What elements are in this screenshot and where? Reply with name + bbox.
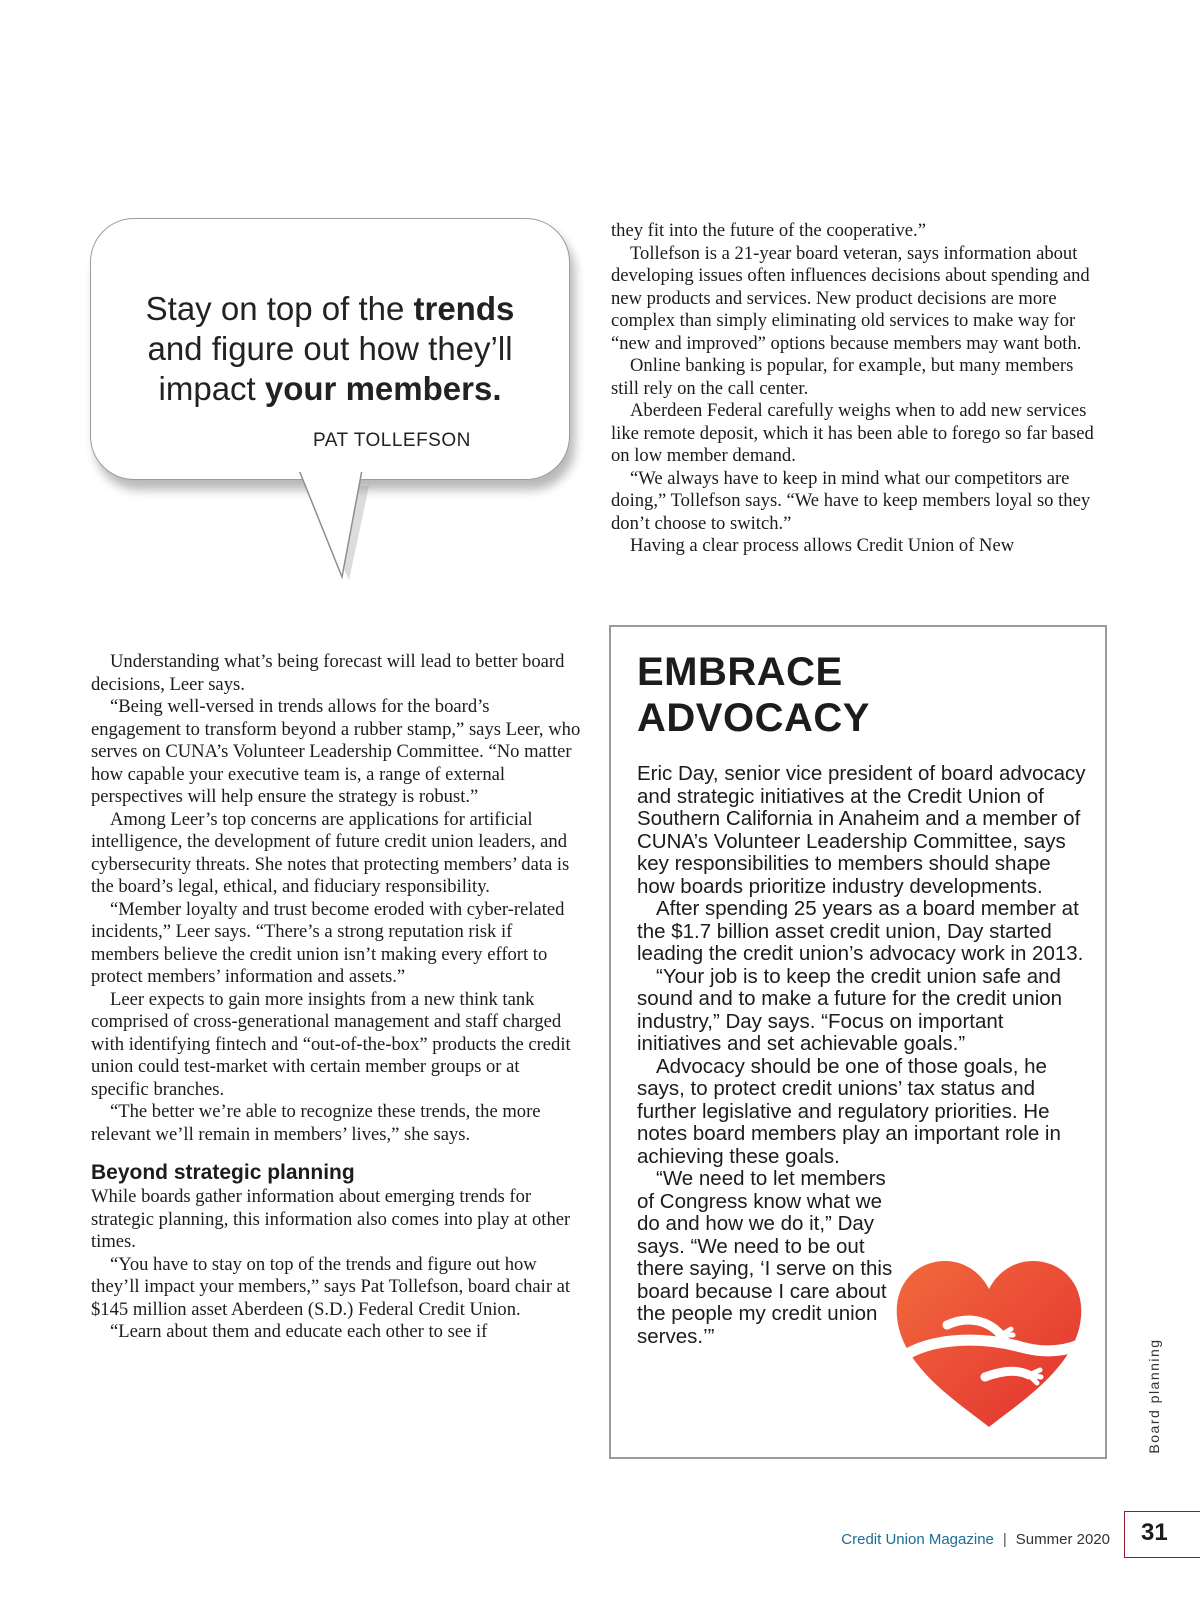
- body-paragraph: Leer expects to gain more insights from a new think tank comprised of cross-generational management and staff charged with identifying fintech and “out-of-the-box” products the credit union could test-market with certain member groups or at specific branches.: [91, 988, 571, 1100]
- heart-hug-icon: [889, 1255, 1089, 1431]
- sidebar-paragraph: “Your job is to keep the credit union safe and sound and to make a future for the credit union industry,” Day says. “Focus on important initiatives and set achievable goals.”: [637, 964, 1063, 1055]
- pull-quote-text: [111, 289, 549, 409]
- magazine-name: Credit Union Magazine: [841, 1531, 994, 1548]
- body-paragraph: “We always have to keep in mind what our competitors are doing,” Tollefson says. “We have to keep members loyal so they don’t choose to switch.”: [611, 467, 1091, 534]
- pull-quote-bubble: [90, 218, 570, 480]
- speech-bubble-tail-icon: [285, 470, 405, 595]
- left-column: [91, 651, 582, 1344]
- footer-separator: |: [1002, 1531, 1007, 1548]
- body-paragraph: “The better we’re able to recognize these trends, the more relevant we’ll remain in members’ lives,” she says.: [91, 1101, 541, 1145]
- right-column-top: [611, 220, 1103, 558]
- body-paragraph: Understanding what’s being forecast will lead to better board decisions, Leer says.: [91, 651, 565, 695]
- pull-quote-line3: impact your members.: [158, 370, 502, 407]
- sidebar-title-line1: EMBRACE: [637, 650, 843, 694]
- sidebar-paragraph: “We need to let members of Congress know what we do and how we do it,” Day says. “We need to be out there saying, ‘I serve on this board because I care about the people my credit union serves.’”: [637, 1167, 893, 1348]
- body-paragraph: “Learn about them and educate each other to see if: [110, 1321, 488, 1342]
- body-paragraph: “Being well-versed in trends allows for the board’s engagement to transform beyond a rubber stamp,” says Leer, who serves on CUNA’s Volunteer Leadership Committee. “No matter how capable your executive team is, a range of external perspectives will help ensure the strategy is robust.”: [91, 696, 581, 807]
- sidebar-paragraph: After spending 25 years as a board member at the $1.7 billion asset credit union, Day started leading the credit union’s advocacy work in 2013.: [637, 897, 1084, 965]
- issue-date: Summer 2020: [1015, 1531, 1110, 1548]
- pull-quote-author: PAT TOLLEFSON: [313, 430, 471, 451]
- body-paragraph: Aberdeen Federal carefully weighs when to add new services like remote deposit, which it has been able to forego so far based on low member demand.: [611, 400, 1094, 466]
- pull-quote-line2: and figure out how they’ll: [147, 330, 513, 367]
- page-number-box: [1124, 1511, 1200, 1558]
- sidebar-paragraph: Eric Day, senior vice president of board advocacy and strategic initiatives at the Credit Union of Southern California in Anaheim and a member of CUNA’s Volunteer Leadership Committee, says key responsibilities to members should shape how boards prioritize industry developments.: [637, 762, 1086, 898]
- sidebar-title-line2: ADVOCACY: [637, 696, 870, 740]
- body-paragraph: While boards gather information about emerging trends for strategic planning, this information also comes into play at other times.: [91, 1186, 571, 1252]
- page-footer: [841, 1531, 1110, 1548]
- body-paragraph: Among Leer’s top concerns are applications for artificial intelligence, the development of future credit union leaders, and cybersecurity threats. She notes that protecting members’ data is the board’s legal, ethical, and fiduciary responsibility.: [91, 808, 570, 897]
- body-paragraph: Tollefson is a 21-year board veteran, says information about developing issues often influences decisions about spending and new products and services. New product decisions are more complex than simply eliminating old services to make way for “new and improved” options because members may want both.: [611, 242, 1090, 354]
- body-paragraph: “You have to stay on top of the trends and figure out how they’ll impact your members,” says Pat Tollefson, board chair at $145 million asset Aberdeen (S.D.) Federal Credit Union.: [91, 1253, 571, 1320]
- sidebar-title: [637, 649, 870, 741]
- body-paragraph: Online banking is popular, for example, but many members still rely on the call center.: [611, 355, 1074, 399]
- page-number: 31: [1141, 1519, 1168, 1546]
- section-subhead: Beyond strategic planning: [91, 1161, 355, 1184]
- section-label: Board planning: [1146, 1338, 1162, 1454]
- pull-quote-line1: Stay on top of the trends: [145, 290, 515, 327]
- sidebar-paragraph: Advocacy should be one of those goals, he says, to protect credit unions’ tax status and further legislative and regulatory priorities. He notes board members play an important role in achieving these goals.: [637, 1054, 1061, 1168]
- sidebar-box: [609, 625, 1107, 1459]
- body-paragraph: they fit into the future of the cooperative.”: [611, 220, 926, 241]
- body-paragraph: “Member loyalty and trust become eroded with cyber-related incidents,” Leer says. “There’s a strong reputation risk if members believe the credit union isn’t making every effort to protect members’ information and assets.”: [91, 898, 565, 987]
- body-paragraph: Having a clear process allows Credit Union of New: [630, 535, 1015, 556]
